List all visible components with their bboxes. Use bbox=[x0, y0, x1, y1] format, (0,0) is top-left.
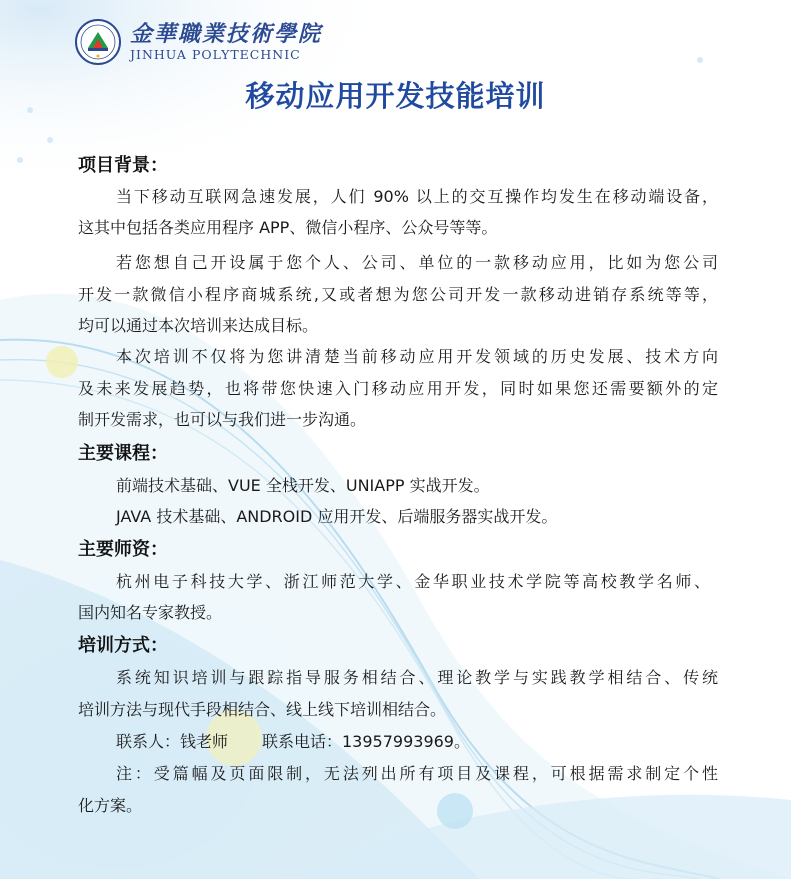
teacher-line: 杭州电子科技大学、浙江师范大学、金华职业技术学院等高校教学名师、 bbox=[116, 572, 710, 591]
college-emblem-icon bbox=[74, 18, 122, 66]
page-title: 移动应用开发技能培训 bbox=[245, 79, 546, 113]
background-line: 均可以通过本次培训来达成目标。 bbox=[78, 316, 319, 335]
background-line: 开发一款微信小程序商城系统,又或者想为您公司开发一款移动进销存系统等等， bbox=[78, 285, 718, 304]
section-heading-teachers: 主要师资： bbox=[78, 539, 168, 560]
background-line: 本次培训不仅将为您讲清楚当前移动应用开发领域的历史发展、技术方向 bbox=[116, 347, 718, 366]
course-line: JAVA 技术基础、ANDROID 应用开发、后端服务器实战开发。 bbox=[116, 507, 558, 526]
teacher-line: 国内知名专家教授。 bbox=[78, 603, 223, 622]
method-line: 培训方法与现代手段相结合、线上线下培训相结合。 bbox=[78, 700, 447, 719]
method-line: 系统知识培训与跟踪指导服务相结合、理论教学与实践教学相结合、传统 bbox=[116, 668, 718, 687]
background-line: 这其中包括各类应用程序 APP、微信小程序、公众号等等。 bbox=[78, 218, 498, 237]
college-name-cn: 金華職業技術學院 bbox=[130, 21, 323, 47]
background-line: 当下移动互联网急速发展，人们 90% 以上的交互操作均发生在移动端设备， bbox=[116, 187, 718, 206]
contact-phone: 联系电话：13957993969。 bbox=[262, 732, 470, 751]
college-logo bbox=[74, 18, 322, 66]
course-line: 前端技术基础、VUE 全栈开发、UNIAPP 实战开发。 bbox=[116, 476, 490, 495]
background-line: 制开发需求，也可以与我们进一步沟通。 bbox=[78, 410, 367, 429]
note-line: 化方案。 bbox=[78, 796, 143, 815]
contact-person: 联系人：钱老师 bbox=[116, 732, 229, 751]
background-line: 若您想自己开设属于您个人、公司、单位的一款移动应用，比如为您公司 bbox=[116, 253, 718, 272]
section-heading-method: 培训方式： bbox=[78, 635, 168, 656]
college-name-en: JINHUA POLYTECHNIC bbox=[130, 47, 301, 62]
section-heading-courses: 主要课程： bbox=[78, 443, 168, 464]
background-line: 及未来发展趋势，也将带您快速入门移动应用开发，同时如果您还需要额外的定 bbox=[78, 379, 718, 398]
section-heading-background: 项目背景： bbox=[78, 155, 168, 176]
note-line: 注：受篇幅及页面限制，无法列出所有项目及课程，可根据需求制定个性 bbox=[116, 764, 718, 783]
